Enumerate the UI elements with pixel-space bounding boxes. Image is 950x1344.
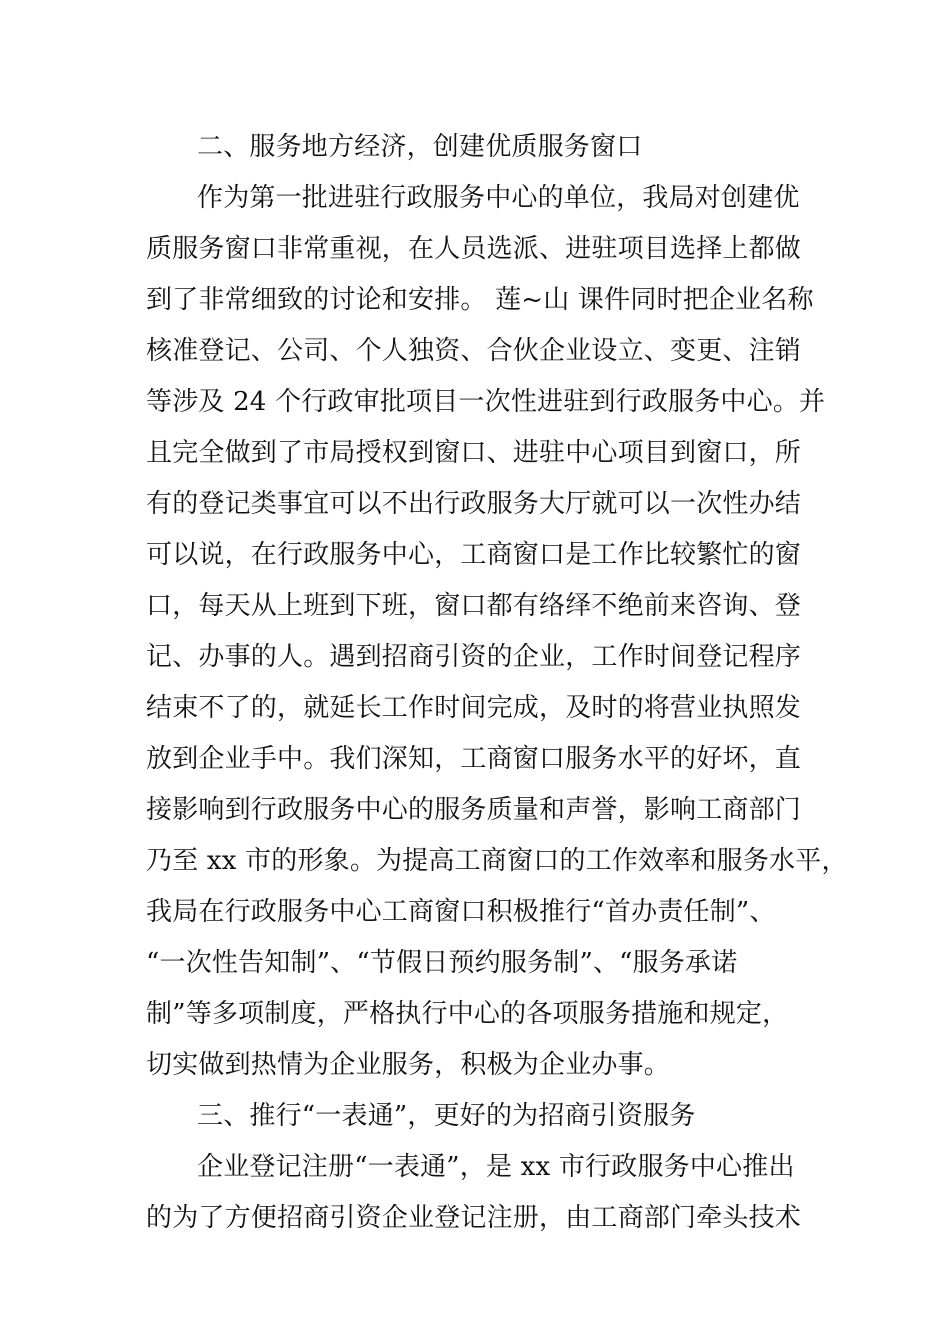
paragraph-line: 质服务窗口非常重视，在人员选派、进驻项目选择上都做 — [146, 234, 802, 264]
paragraph-line: 企业登记注册“一表通”，是 xx 市行政服务中心推出 — [197, 1152, 795, 1182]
paragraph-line: 乃至 xx 市的形象。为提高工商窗口的工作效率和服务水平， — [146, 846, 848, 876]
paragraph-line: 等涉及 24 个行政审批项目一次性进驻到行政服务中心。并 — [146, 387, 826, 417]
paragraph-line: 结束不了的，就延长工作时间完成，及时的将营业执照发 — [146, 693, 802, 723]
section-heading-2: 二、服务地方经济，创建优质服务窗口 — [197, 132, 643, 162]
paragraph-line: 到了非常细致的讨论和安排。 莲~山 课件同时把企业名称 — [146, 285, 814, 315]
paragraph-line: 切实做到热情为企业服务，积极为企业办事。 — [146, 1050, 671, 1080]
paragraph-line: 制”等多项制度，严格执行中心的各项服务措施和规定， — [146, 999, 789, 1029]
paragraph-line: 的为了方便招商引资企业登记注册，由工商部门牵头技术 — [146, 1203, 802, 1233]
paragraph-line: 可以说，在行政服务中心，工商窗口是工作比较繁忙的窗 — [146, 540, 802, 570]
paragraph-line: 记、办事的人。遇到招商引资的企业，工作时间登记程序 — [146, 642, 802, 672]
paragraph-line: 我局在行政服务中心工商窗口积极推行“首办责任制”、 — [146, 897, 776, 927]
paragraph-line: “一次性告知制”、“节假日预约服务制”、“服务承诺 — [146, 948, 738, 978]
paragraph-line: 且完全做到了市局授权到窗口、进驻中心项目到窗口，所 — [146, 438, 802, 468]
paragraph-line: 放到企业手中。我们深知，工商窗口服务水平的好坏，直 — [146, 744, 802, 774]
paragraph-line: 口，每天从上班到下班，窗口都有络绎不绝前来咨询、登 — [146, 591, 802, 621]
section-heading-3: 三、推行“一表通”，更好的为招商引资服务 — [197, 1101, 696, 1131]
paragraph-line: 有的登记类事宜可以不出行政服务大厅就可以一次性办结 — [146, 489, 802, 519]
paragraph-line: 核准登记、公司、个人独资、合伙企业设立、变更、注销 — [146, 336, 802, 366]
paragraph-line: 作为第一批进驻行政服务中心的单位，我局对创建优 — [197, 183, 800, 213]
paragraph-line: 接影响到行政服务中心的服务质量和声誉，影响工商部门 — [146, 795, 802, 825]
